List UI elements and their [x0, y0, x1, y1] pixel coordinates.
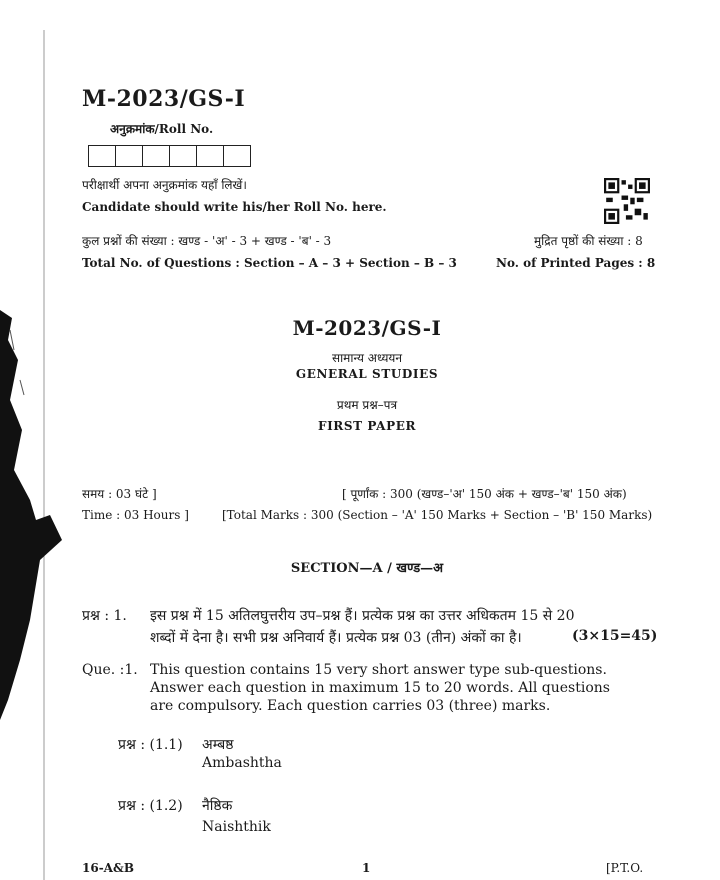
printed-pages-english: No. of Printed Pages : 8 [496, 256, 656, 270]
qr-code-icon [604, 178, 650, 224]
question-marks: (3×15=45) [572, 628, 658, 644]
roll-box[interactable] [116, 146, 143, 166]
marks-english: [Total Marks : 300 (Section – 'A' 150 Marks + Section – 'B' 150 Marks) [222, 508, 653, 522]
question-label-english: Que. :1. [82, 662, 138, 678]
roll-box[interactable] [170, 146, 197, 166]
roll-box[interactable] [143, 146, 170, 166]
marks-hindi: [ पूर्णांक : 300 (खण्ड–'अ' 150 अंक + खण्ड–'ब' 150 अंक) [342, 487, 627, 501]
subquestion-label: प्रश्न : (1.1) [118, 737, 183, 753]
roll-number-boxes[interactable] [88, 145, 251, 167]
footer-code: 16-A&B [82, 861, 134, 875]
scan-margin-artifact [0, 0, 70, 880]
time-hindi: समय : 03 घंटे ] [82, 487, 157, 501]
question-text-hindi-line2: शब्दों में देना है। सभी प्रश्न अनिवार्य हैं। प्रत्येक प्रश्न 03 (तीन) अंकों का है। [150, 630, 522, 646]
subject-english: GENERAL STUDIES [295, 367, 439, 381]
roll-number-label: अनुक्रमांक/Roll No. [110, 122, 214, 136]
paper-title-code: M-2023/GS-I [292, 316, 442, 340]
question-text-hindi-line1: इस प्रश्न में 15 अतिलघुत्तरीय उप–प्रश्न हैं। प्रत्येक प्रश्न का उत्तर अधिकतम 15 से 20 [150, 608, 575, 624]
pto-label: [P.T.O. [606, 861, 644, 875]
subquestion-term-hindi: अम्बष्ठ [202, 737, 234, 753]
printed-pages-hindi: मुद्रित पृष्ठों की संख्या : 8 [534, 234, 643, 248]
question-label-hindi: प्रश्न : 1. [82, 608, 127, 624]
roll-box[interactable] [197, 146, 224, 166]
subject-hindi: सामान्य अध्ययन [331, 351, 403, 365]
paper-english: FIRST PAPER [317, 419, 417, 433]
total-questions-english: Total No. of Questions : Section – A – 3 + Section – B – 3 [82, 256, 457, 270]
question-text-english-line3: are compulsory. Each question carries 03 (three) marks. [150, 698, 551, 714]
total-questions-hindi: कुल प्रश्नों की संख्या : खण्ड - 'अ' - 3 + खण्ड - 'ब' - 3 [82, 234, 332, 248]
subquestion-term-hindi: नैष्ठिक [202, 798, 233, 814]
roll-box[interactable] [224, 146, 250, 166]
subquestion-label: प्रश्न : (1.2) [118, 798, 183, 814]
time-english: Time : 03 Hours ] [82, 508, 189, 522]
section-title: SECTION—A / खण्ड—अ [290, 561, 444, 576]
exam-code: M-2023/GS-I [82, 86, 246, 112]
roll-instruction-english: Candidate should write his/her Roll No. here. [82, 200, 387, 214]
page-number: 1 [362, 861, 371, 875]
subquestion-term-english: Naishthik [202, 819, 271, 835]
roll-box[interactable] [89, 146, 116, 166]
question-text-english-line2: Answer each question in maximum 15 to 20 words. All questions [150, 680, 610, 696]
subquestion-term-english: Ambashtha [202, 755, 282, 771]
paper-hindi: प्रथम प्रश्न–पत्र [336, 398, 398, 412]
question-text-english-line1: This question contains 15 very short answer type sub-questions. [150, 662, 607, 678]
roll-instruction-hindi: परीक्षार्थी अपना अनुक्रमांक यहाँ लिखें। [82, 178, 247, 192]
